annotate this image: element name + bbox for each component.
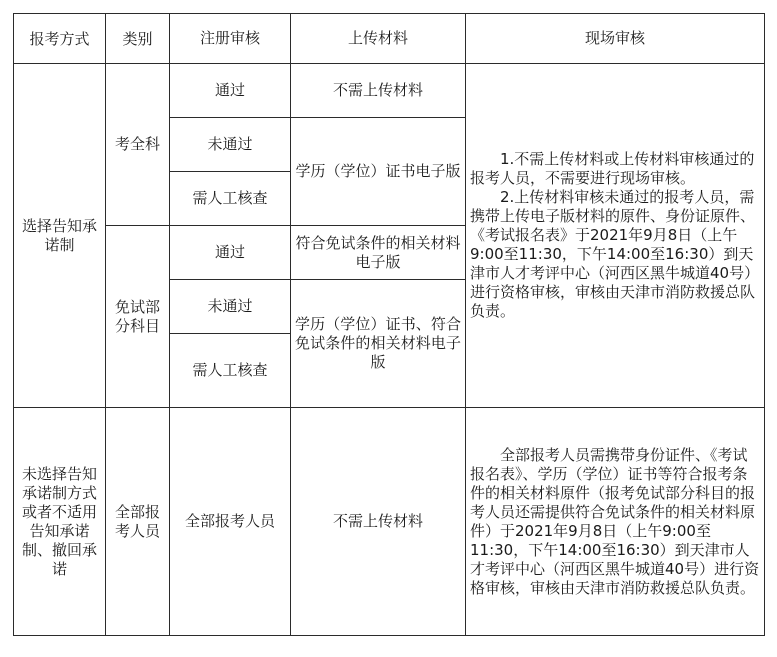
header-category: 类别: [106, 14, 170, 64]
review-cell: 通过: [170, 64, 291, 118]
review-cell: 通过: [170, 226, 291, 280]
category-all-cell: 全部报考人员: [106, 408, 170, 636]
header-method: 报考方式: [14, 14, 106, 64]
upload-cell: 学历（学位）证书电子版: [291, 118, 466, 226]
review-cell: 未通过: [170, 280, 291, 334]
header-onsite-review: 现场审核: [466, 14, 765, 64]
onsite-commit-cell: [466, 64, 765, 408]
table-row: [14, 408, 765, 636]
review-all-cell: 全部报考人员: [170, 408, 291, 636]
header-upload-materials: 上传材料: [291, 14, 466, 64]
method-commit-cell: 选择告知承诺制: [14, 64, 106, 408]
category-exempt-cell: 免试部分科目: [106, 226, 170, 408]
upload-none-cell: 不需上传材料: [291, 408, 466, 636]
qualification-review-table: [13, 13, 765, 636]
review-cell: 未通过: [170, 118, 291, 172]
table-row: [14, 64, 765, 118]
onsite-note-1: 1.不需上传材料或上传材料审核通过的报考人员，不需要进行现场审核。: [470, 150, 755, 187]
review-cell: 需人工核查: [170, 172, 291, 226]
method-no-commit-cell: 未选择告知承诺制方式或者不适用告知承诺制、撤回承诺: [14, 408, 106, 636]
onsite-no-commit-cell: 全部报考人员需携带身份证件、《考试报名表》、学历（学位）证书等符合报考条件的相关材料原件（报考免试部分科目的报考人员还需提供符合免试条件的相关材料原件）于2021年9月8日（上午9:00至11:30，下午14:00至16:30）到天津市人才考评中心（河西区黑牛城道40号）进行资格审核，审核由天津市消防救援总队负责。: [466, 408, 765, 636]
review-cell: 需人工核查: [170, 334, 291, 408]
header-registration-review: 注册审核: [170, 14, 291, 64]
header-row: [14, 14, 765, 64]
upload-cell: 不需上传材料: [291, 64, 466, 118]
upload-cell: 符合免试条件的相关材料电子版: [291, 226, 466, 280]
upload-cell: 学历（学位）证书、符合免试条件的相关材料电子版: [291, 280, 466, 408]
category-full-exam-cell: 考全科: [106, 64, 170, 226]
onsite-note-2: 2.上传材料审核未通过的报考人员，需携带上传电子版材料的原件、身份证原件、《考试报名表》于2021年9月8日（上午9:00至11:30，下午14:00至16:30）到天津市人才考评中心（河西区黑牛城道40号）进行资格审核，审核由天津市消防救援总队负责。: [470, 188, 760, 320]
